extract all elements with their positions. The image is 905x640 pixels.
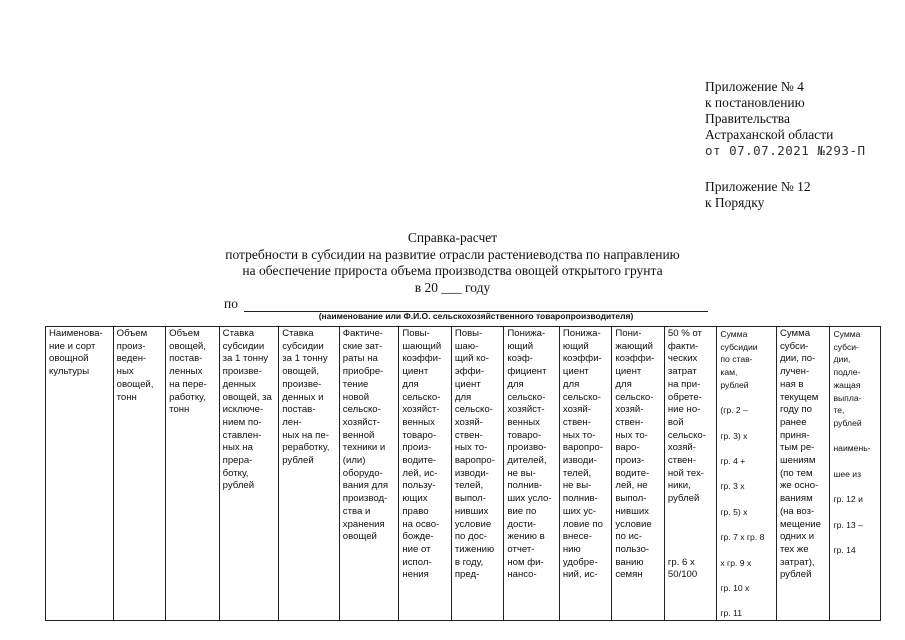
sub-appendix-line: Приложение № 12: [705, 179, 811, 194]
appendix-block: [705, 79, 866, 159]
table-header-cell: Сумма субсидии по став- кам, рублей (гр. 2 – гр. 3) х гр. 4 + гр. 3 х гр. 5) х гр. 7 х гр. 8 х гр. 9 х гр. 10 х гр. 11: [717, 327, 777, 621]
table-header-cell: Понижа- ющий коэф- фициент для сельско- хозяйст- венных товаро- произво- дителей, не вы- полнив- ших усло- вие по дости- жению в отчет- ном фи- нансо-: [504, 327, 560, 621]
table-header-cell: Объем овощей, постав- ленных на пере- работку, тонн: [166, 327, 220, 621]
sub-appendix-block: [705, 179, 811, 211]
appendix-line: Правительства: [705, 111, 790, 126]
title-line: в 20 ___ году: [414, 279, 491, 295]
table-header-cell: Сумма субси- дии, подле- жащая выпла- те, рублей наимень- шее из гр. 12 и гр. 13 – гр. 14: [830, 327, 881, 621]
appendix-line: к постановлению: [705, 95, 805, 110]
table-header-cell: Повы- шающий коэффи- циент для сельско- хозяйст- венных товаро- произ- водите- лей, ис- пользу- ющих право на осво- божде- ние от испол- нения: [399, 327, 452, 621]
sub-appendix-line: к Порядку: [705, 195, 765, 210]
table-header-cell: Наименова- ние и сорт овощной культуры: [46, 327, 114, 621]
appendix-line: Астраханской области: [705, 127, 834, 142]
table-header-cell: Повы- шаю- щий ко- эффи- циент для сельско- хозяй- ствен- ных то- варопро- изводи- телей, выпол- нивших условие по дос- тижению в году, пред-: [451, 327, 504, 621]
appendix-line: Приложение № 4: [705, 79, 804, 94]
table-header-cell: Ставка субсидии за 1 тонну овощей, произве- денных и постав- лен- ных на пе- реработку, рублей: [279, 327, 340, 621]
table-header-cell: Фактиче- ские зат- раты на приобре- тение новой сельско- хозяйст- венной техники и (или) оборудо- вания для производ- ства и хранения овощей: [339, 327, 399, 621]
table-header-cell: Объем произ- веден- ных овощей, тонн: [113, 327, 166, 621]
document-title: [0, 230, 905, 296]
title-line: на обеспечение прироста объема производства овощей открытого грунта: [242, 263, 663, 278]
table-header-cell: Понижа- ющий коэффи- циент для сельско- хозяй- ствен- ных то- варопро- изводи- телей, не вы- полнив- ших ус- ловие по внесе- нию удобре- ний, ис-: [559, 327, 612, 621]
title-line: потребности в субсидии на развитие отрасли растениеводства по направлению: [225, 246, 680, 262]
producer-name-caption: (наименование или Ф.И.О. сельскохозяйственного товаропроизводителя): [318, 311, 634, 321]
table-header-cell: Пони- жающий коэффи- циент для сельско- хозяй- ствен- ных то- варо- произ- водите- лей, не выпол- нивших условие по ис- пользо- ванию семян: [612, 327, 665, 621]
table-header-cell: 50 % от факти- ческих затрат на при- обрете- ние но- вой сельско- хозяй- ствен- ной тех- ники, рублей гр. 6 х 50/100: [664, 327, 717, 621]
table-header-row: [46, 327, 881, 621]
appendix-date-number: от 07.07.2021 №293-П: [705, 143, 866, 158]
po-label: по: [224, 296, 238, 311]
title-line: Справка-расчет: [407, 230, 498, 245]
calculation-table: [45, 326, 881, 621]
table-header-cell: Сумма субси- дии, по- лучен- ная в текущем году по ранее приня- тым ре- шениям (по тем же осно- ваниям (на воз- мещение одних и тех же затрат), рублей: [776, 327, 830, 621]
table-header-cell: Ставка субсидии за 1 тонну произве- денных овощей, за исключе- нием по- ставлен- ных на прера- ботку, рублей: [219, 327, 279, 621]
